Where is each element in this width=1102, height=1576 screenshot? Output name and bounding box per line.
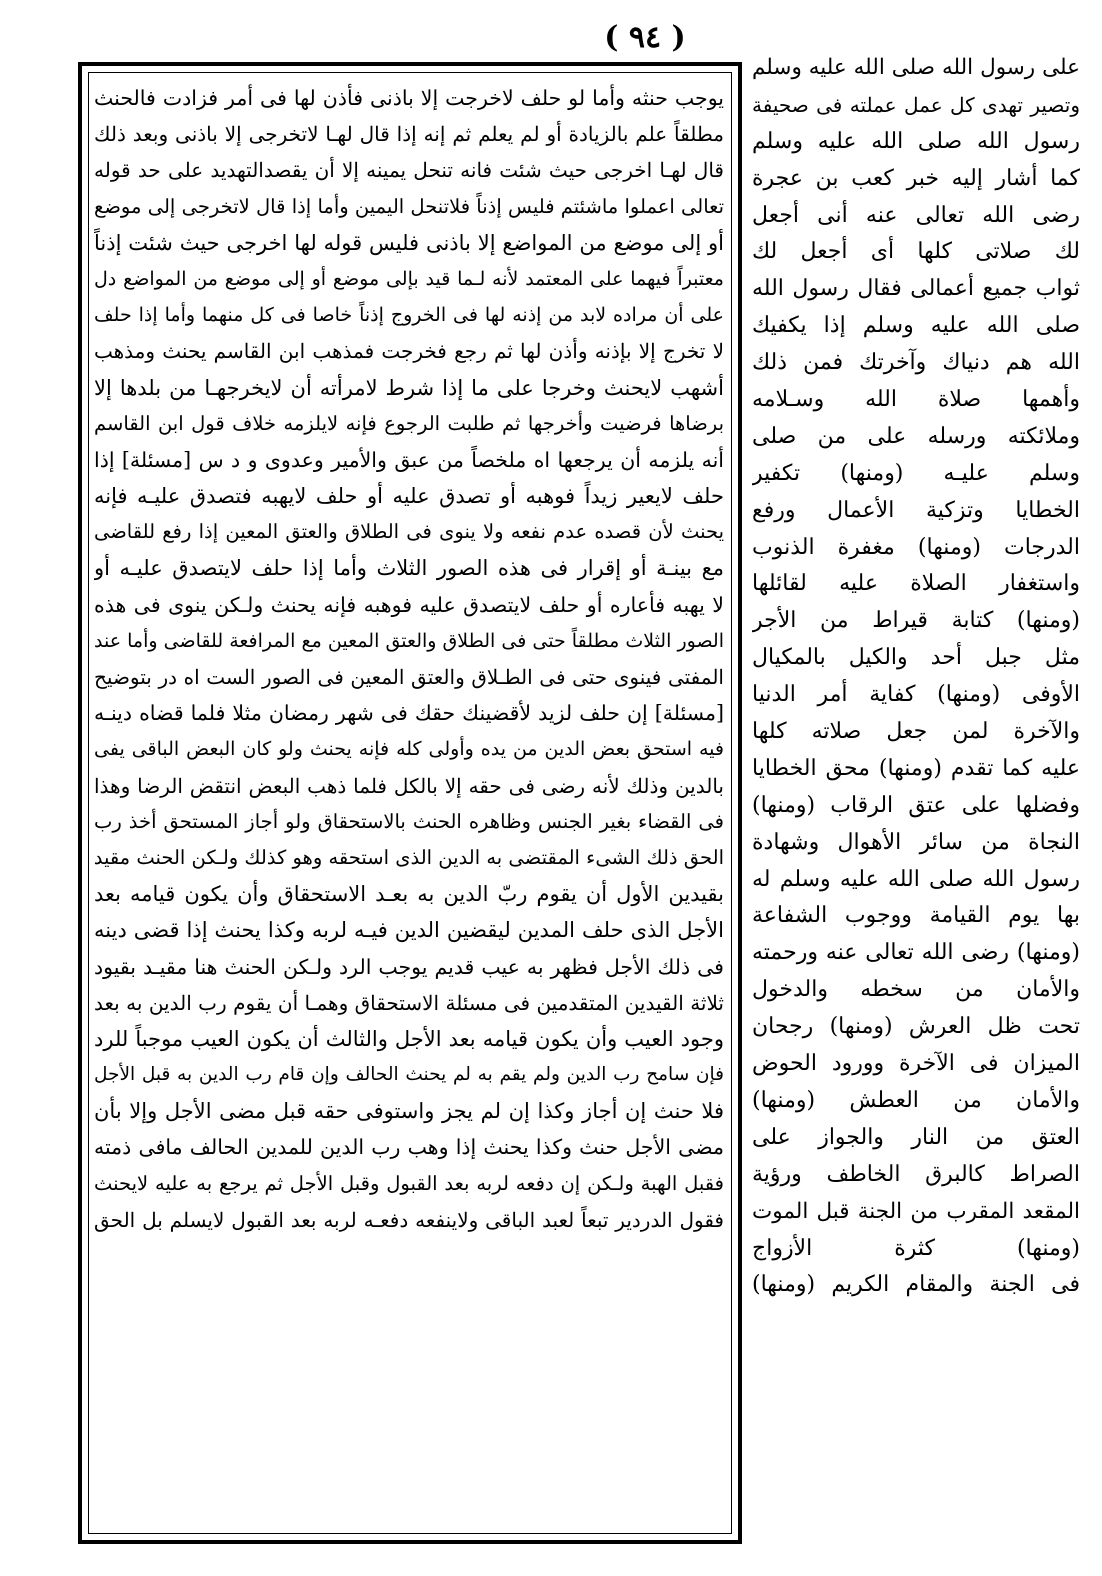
margin-text-line: وفضلها على عتق الرقاب (ومنها) [752, 792, 1080, 818]
margin-text-line: الميزان فى الآخرة وورود الحوض [752, 1051, 1080, 1077]
main-text-line: بالدين وذلك لأنه رضى فى حقه إلا بالكل فلما ذهب البعض انتقض الرضا وهذا [94, 773, 724, 798]
main-text-line: فقبل الهبة ولـكن إن دفعه لربه بعد القبول وقبل الأجل ثم يرجع به عليه لايحنث [94, 1171, 724, 1195]
margin-text-line: فى الجنة والمقام الكريم (ومنها) [752, 1272, 1080, 1298]
main-text-line: الحق ذلك الشىء المقتضى به الدين الذى استحقه وهو كذلك ولـكن الحنث مقيد [94, 845, 724, 869]
margin-text-line: مثل جبل أحد والكيل بالمكيال [752, 645, 1080, 671]
main-text-column [94, 80, 724, 1530]
main-text-line: حلف لايعير زيداً فوهبه أو تصدق عليه أو حلف لايهبه فتصدق عليـه فإنه [94, 484, 724, 509]
margin-text-line: الخطايا وتزكية الأعمال ورفع [752, 497, 1080, 523]
margin-text-line: النجاة من سائر الأهوال وشهادة [752, 829, 1080, 855]
margin-text-line: ثواب جميع أعمالى فقال رسول الله [752, 276, 1080, 302]
main-text-line: فلا حنث إن أجاز وكذا إن لم يجز واستوفى حقه قبل مضى الأجل وإلا بأن [94, 1099, 724, 1124]
main-text-line: بقيدين الأول أن يقوم ربّ الدين به بعـد الاستحقاق وأن يكون قيامه بعد [94, 882, 724, 907]
main-text-line: ثلاثة القيدين المتقدمين فى مسئلة الاستحقاق وهمـا أن يقوم رب الدين به بعد [94, 990, 724, 1015]
margin-text-line: والآخرة لمن جعل صلاته كلها [752, 719, 1080, 745]
margin-text-line: كما أشار إليه خبر كعب بن عجرة [752, 165, 1080, 191]
margin-text-line: الأوفى (ومنها) كفاية أمر الدنيا [752, 682, 1080, 708]
main-text-line: فيه استحق بعض الدين من يده وأولى كله فإنه يحنث ولو كان البعض الباقى يفى [94, 738, 724, 761]
main-text-line: فإن سامح رب الدين ولم يقم به لم يحنث الحالف وإن قام رب الدين به قبل الأجل [94, 1064, 724, 1086]
margin-text-line: تحت ظل العرش (ومنها) رجحان [752, 1014, 1080, 1040]
margin-text-line: وتصير تهدى كل عمل عملته فى صحيفة [752, 92, 1080, 117]
main-text-line: يوجب حنثه وأما لو حلف لاخرجت إلا باذنى فأذن لها فى أمر فزادت فالحنث [94, 86, 724, 110]
page-number: ( ٩٤ ) [604, 20, 686, 55]
main-text-line: تعالى اعملوا ماشئتم فليس إذناً فلاتنحل اليمين وأما إذا قال لاتخرجى إلى موضع [94, 194, 724, 218]
main-text-line: مضى الأجل حنث وكذا يحنث إذا وهب رب الدين للمدين الحالف مافى ذمته [94, 1135, 724, 1160]
main-text-line: معتبراً فيهما على المعتمد لأنه لـما قيد بإلى موضع أو إلى موضع من المواضع دل [94, 267, 724, 290]
main-text-line: أنه يلزمه أن يرجعها اه ملخصاً من عبق والأمير وعدوى و د س [مسئلة] إذا [94, 447, 724, 472]
main-text-line: مطلقاً علم بالزيادة أو لم يعلم ثم إنه إذا قال لهـا لاتخرجى إلا باذنى وبعد ذلك [94, 122, 724, 147]
margin-text-line: عليه كما تقدم (ومنها) محق الخطايا [752, 755, 1080, 781]
main-text-line: [مسئلة] إن حلف لزيد لأقضينك حقك فى شهر رمضان مثلا فلما قضاه دينـه [94, 701, 724, 726]
main-text-line: أشهب لايحنث وخرجا على ما إذا شرط لامرأته أن لايخرجهـا من بلدها إلا [94, 375, 724, 400]
margin-text-line: الصراط كالبرق الخاطف ورؤية [752, 1161, 1080, 1187]
margin-text-column [752, 50, 1080, 1560]
margin-text-line: وسلم عليـه (ومنها) تكفير [752, 460, 1080, 486]
margin-text-line: الله هم دنياك وآخرتك فمن ذلك [752, 350, 1080, 376]
main-text-line: الصور الثلاث مطلقاً حتى فى الطلاق والعتق المعين مع المرافعة للقاضى وأما عند [94, 629, 724, 652]
main-text-line: قال لهـا اخرجى حيث شئت فانه تنحل يمينه إلا أن يقصدالتهديد على حد قوله [94, 158, 724, 183]
main-text-line: لا تخرج إلا بإذنه وأذن لها ثم رجع فخرجت فمذهب ابن القاسم يحنث ومذهب [94, 339, 724, 364]
margin-text-line: رضى الله تعالى عنه أنى أجعل [752, 202, 1080, 228]
margin-text-line: العتق من النار والجواز على [752, 1124, 1080, 1150]
main-text-line: وجود العيب وأن يكون قيامه بعد الأجل والثالث أن يكون العيب موجباً للرد [94, 1026, 724, 1051]
main-text-line: فقول الدردير تبعاً لعبد الباقى ولاينفعه دفعـه لربه بعد القبول لايسلم بل الحق [94, 1207, 724, 1232]
margin-text-line: واستغفار الصلاة عليه لقائلها [752, 571, 1080, 597]
main-text-line: الأجل الذى حلف المدين ليقضين الدين فيـه لربه وكذا يحنث إذا قضى دينه [94, 918, 724, 943]
margin-text-line: (ومنها) كثرة الأزواج [752, 1235, 1080, 1261]
main-text-line: المفتى فينوى حتى فى الطـلاق والعتق المعين فى الصور الست اه در بتوضيح [94, 665, 724, 689]
main-text-line: مع بينـة أو إقرار فى هذه الصور الثلاث وأما إذا حلف لايتصدق عليـه أو [94, 556, 724, 581]
margin-text-line: رسول الله صلى الله عليه وسلم [752, 128, 1080, 154]
margin-text-line: وأهمها صلاة الله وسـلامه [752, 387, 1080, 413]
margin-text-line: رسول الله صلى الله عليه وسلم له [752, 866, 1080, 892]
main-text-line: على أن مراده لابد من إذنه لها فى الخروج إذناً خاصا فى كل منهما وأما إذا حلف [94, 304, 724, 327]
main-text-line: أو إلى موضع من المواضع إلا باذنى فليس قوله لها اخرجى حيث شئت إذناً [94, 230, 724, 255]
main-text-line: برضاها فرضيت وأخرجها ثم طلبت الرجوع فإنه لايلزمه خلاف قول ابن القاسم [94, 411, 724, 435]
margin-text-line: (ومنها) كتابة قيراط من الأجر [752, 608, 1080, 634]
margin-text-line: على رسول الله صلى الله عليه وسلم [752, 55, 1080, 80]
margin-text-line: (ومنها) رضى الله تعالى عنه ورحمته [752, 940, 1080, 966]
margin-text-line: لك صلاتى كلها أى أجعل لك [752, 239, 1080, 265]
main-text-line: لا يهبه فأعاره أو حلف لايتصدق عليه فوهبه فإنه يحنث ولـكن ينوى فى هذه [94, 592, 724, 617]
margin-text-line: والأمان من العطش (ومنها) [752, 1087, 1080, 1113]
main-text-line: يحنث لأن قصده عدم نفعه ولا ينوى فى الطلاق والعتق المعين إذا رفع للقاضى [94, 520, 724, 544]
margin-text-line: صلى الله عليه وسلم إذا يكفيك [752, 313, 1080, 339]
margin-text-line: بها يوم القيامة ووجوب الشفاعة [752, 903, 1080, 929]
margin-text-line: المقعد المقرب من الجنة قبل الموت [752, 1198, 1080, 1224]
main-text-line: فى القضاء بغير الجنس وظاهره الحنث بالاستحقاق ولو أجاز المستحق أخذ رب [94, 809, 724, 833]
margin-text-line: الدرجات (ومنها) مغفرة الذنوب [752, 534, 1080, 560]
margin-text-line: والأمان من سخطه والدخول [752, 977, 1080, 1003]
margin-text-line: وملائكته ورسله على من صلى [752, 423, 1080, 449]
main-text-line: فى ذلك الأجل فظهر به عيب قديم يوجب الرد ولـكن الحنث هنا مقيـد بقيود [94, 954, 724, 979]
